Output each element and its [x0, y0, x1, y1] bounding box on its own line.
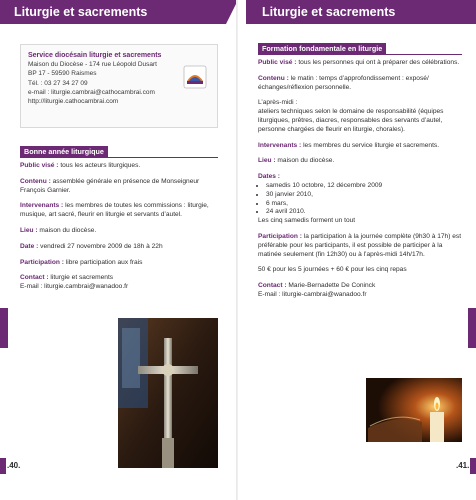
dates-list: [258, 182, 464, 217]
detail-contact: Contact : Marie-Bernadette De Coninck: [258, 282, 376, 290]
detail-public: Public visé : tous les acteurs liturgiques.: [20, 162, 141, 169]
detail-intervenants: Intervenants : les membres du service liturgie et sacrements.: [258, 141, 440, 149]
detail-participation: Participation : la participation à la journée complète (9h30 à 17h) est préférable pour les participants, il est possible de participer à la matinée seulement (fin 12h30) ou à l’après-midi 14h/17h.: [258, 232, 462, 258]
contact-email[interactable]: E-mail : liturgie.cambrai@wanadoo.fr: [20, 283, 129, 291]
page-tab-right: [470, 458, 476, 474]
phone-line: Tél. : 03 27 34 27 09: [28, 79, 88, 87]
detail-contact: Contact : liturgie et sacrements: [20, 274, 114, 282]
detail-apres-midi: L’après-midi : ateliers techniques selon le domaine de responsabilité (équipes liturgiques, prêtres, diacres, responsables des servants d’autel, personne chargées de fleurir en liturgie, chorales).: [258, 99, 444, 133]
section-rule: [20, 157, 218, 158]
left-event-details: [20, 162, 220, 292]
list-item: • 6 mars,: [266, 200, 464, 209]
contact-email[interactable]: E-mail : liturgie-cambrai@wanadoo.fr: [258, 290, 367, 298]
section-title-formation: Formation fondamentale en liturgie: [258, 43, 386, 54]
detail-lieu: Lieu : maison du diocèse.: [20, 226, 97, 234]
service-title: Service diocésain liturgie et sacrements: [28, 52, 162, 59]
detail-intervenants: Intervenants : les membres de toutes les commissions : liturgie, musique, art sacré, fleurir en liturgie et servants d’autel.: [20, 202, 209, 219]
detail-date: Date : vendredi 27 novembre 2009 de 18h à 22h: [20, 242, 163, 250]
right-header: Liturgie et sacrements: [246, 0, 476, 24]
service-address-box: [20, 44, 218, 128]
candle-photo: [366, 378, 462, 442]
detail-contenu: Contenu : assemblée générale en présence de Monseigneur François Garnier.: [20, 177, 200, 194]
list-item: • 24 avril 2010.: [266, 208, 464, 217]
detail-lieu: Lieu : maison du diocèse.: [258, 157, 335, 165]
right-page: [238, 0, 476, 500]
detail-contenu: Contenu : le matin : temps d’approfondissement : exposé/échanges/réflexion personnelle.: [258, 74, 429, 91]
left-edge-tab: [0, 308, 8, 348]
detail-participation: Participation : libre participation aux frais: [20, 258, 143, 266]
detail-prices: 50 € pour les 5 journées + 60 € pour les cinq repas: [258, 266, 407, 274]
detail-public: Public visé : tous les personnes qui ont à préparer des célébrations.: [258, 59, 460, 66]
section-title-bonne-annee: Bonne année liturgique: [20, 146, 108, 157]
left-header: Liturgie et sacrements: [0, 0, 226, 24]
page-number-right: .41.: [456, 461, 470, 470]
diocese-logo-icon: [183, 65, 207, 89]
page-number-left: .40.: [7, 461, 21, 470]
list-item: • samedis 10 octobre, 12 décembre 2009: [266, 182, 464, 191]
email-line[interactable]: e-mail : liturgie.cambrai@cathocambrai.com: [28, 88, 155, 96]
address-line: Maison du Diocèse - 174 rue Léopold Dusart: [28, 61, 157, 69]
right-edge-tab: [468, 308, 476, 348]
list-item: • 30 janvier 2010,: [266, 191, 464, 200]
section-rule: [258, 54, 462, 55]
website-line[interactable]: http://liturgie.cathocambrai.com: [28, 98, 119, 106]
right-event-details: [258, 59, 464, 300]
address-line: BP 17 - 59590 Raismes: [28, 70, 97, 78]
cross-photo: [118, 318, 218, 468]
dates-note: Les cinq samedis forment un tout: [258, 217, 356, 225]
page-tab-left: [0, 458, 6, 474]
detail-dates: Dates : • samedis 10 octobre, 12 décembre 2009 • 30 janvier 2010, • 6 mars, • 24 avril 2010. Les cinq samedis forment un tout: [258, 173, 464, 226]
